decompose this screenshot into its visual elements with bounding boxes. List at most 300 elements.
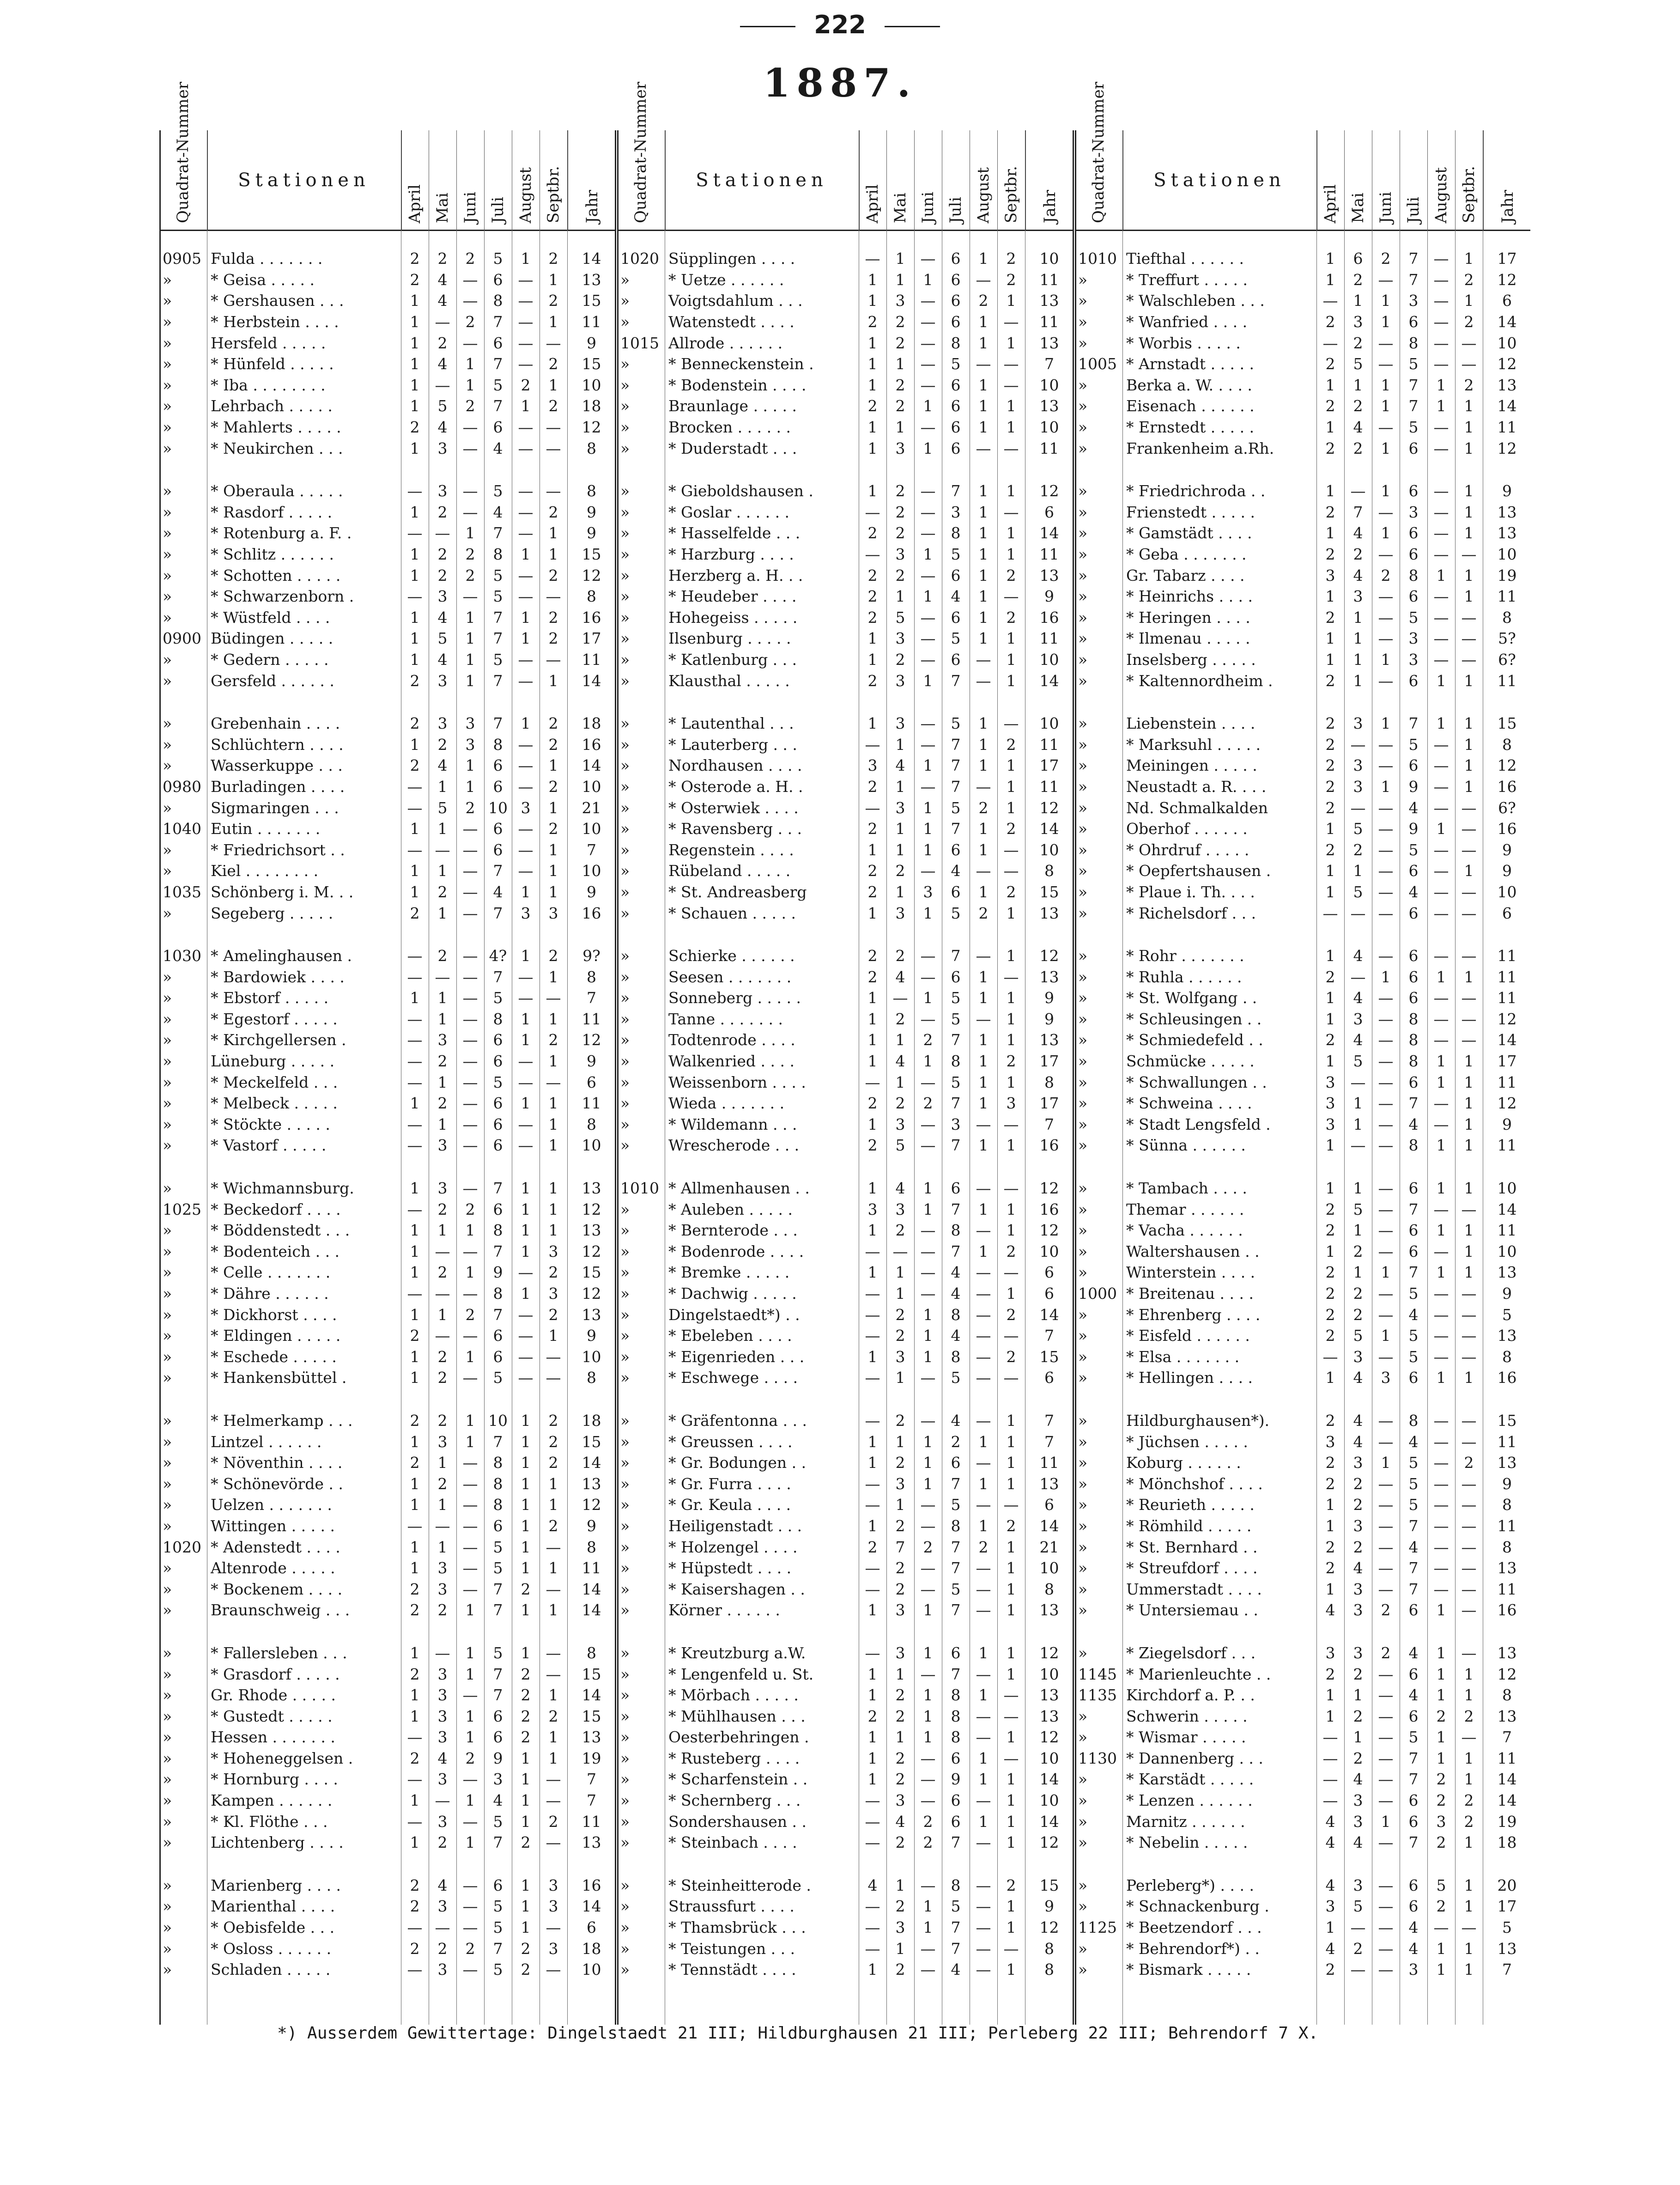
station-name: * Holzengel . . . . (668, 1538, 798, 1556)
month-count: — (976, 1496, 991, 1514)
month-count: 1 (410, 1538, 420, 1556)
station-name: * Steinheitterode . (668, 1876, 811, 1894)
station-name: Körner . . . . . . (668, 1601, 780, 1619)
quadrat-number: » (163, 1918, 172, 1937)
month-count: — (462, 292, 478, 310)
month-count: 1 (923, 1643, 933, 1662)
month-count: 7 (493, 524, 503, 542)
station-name: * Gedern . . . . . (211, 650, 329, 669)
month-count: — (1433, 503, 1449, 521)
month-count: 8 (951, 1221, 961, 1240)
year-total: 17 (1497, 1897, 1517, 1916)
month-count: 2 (1006, 1516, 1016, 1535)
year-total: 12 (1497, 439, 1517, 457)
quadrat-number: » (163, 524, 172, 542)
month-count: 3 (895, 1115, 905, 1133)
month-count: — (462, 1897, 478, 1916)
month-count: 3 (1353, 777, 1363, 796)
year-total: 13 (1497, 503, 1517, 521)
table-row (161, 417, 616, 438)
station-name: Walkenried . . . . (668, 1052, 795, 1071)
table-row (1076, 945, 1531, 967)
month-count: 1 (465, 1665, 475, 1683)
table-row (1076, 1600, 1531, 1621)
quadrat-number: 1135 (1078, 1686, 1117, 1704)
month-count: 1 (1006, 1559, 1016, 1577)
quadrat-number: » (620, 1665, 630, 1683)
month-count: — (1378, 1538, 1394, 1556)
station-name: * Bodenstein . . . . (668, 376, 807, 394)
month-count: 1 (1325, 650, 1335, 669)
header-quadrat-label: Quadrat-Nummer (174, 82, 192, 223)
year-total: 8 (1502, 1686, 1512, 1704)
month-count: 2 (1353, 1242, 1363, 1260)
quadrat-number: » (163, 1728, 172, 1747)
month-count: 1 (1464, 1242, 1474, 1260)
month-count: — (407, 1728, 423, 1747)
month-count: 2 (1325, 1559, 1335, 1577)
header-month-label: Juli (489, 196, 507, 223)
month-count: 7 (493, 1179, 503, 1198)
month-count: 2 (548, 355, 558, 373)
month-count: 7 (1408, 397, 1419, 415)
month-count: 1 (978, 1073, 989, 1091)
month-count: 1 (923, 1601, 933, 1619)
month-count: 6 (951, 566, 961, 584)
quadrat-number: » (163, 608, 172, 627)
table-row (1076, 1727, 1531, 1748)
year-total: 19 (1497, 566, 1517, 584)
month-count: — (1433, 1496, 1449, 1514)
table-row (161, 1769, 616, 1790)
month-count: 1 (1006, 650, 1016, 669)
year-total: 14 (1039, 820, 1059, 838)
month-count: — (1433, 1031, 1449, 1049)
year-total: 16 (582, 1876, 601, 1894)
month-count: — (546, 1918, 561, 1937)
month-count: 1 (867, 629, 878, 648)
station-name: * Beckedorf . . . . (211, 1200, 341, 1218)
year-total: 11 (1497, 968, 1517, 986)
month-count: 1 (410, 608, 420, 627)
month-count: 1 (437, 1538, 448, 1556)
station-name: Oesterbehringen . (668, 1728, 809, 1747)
month-count: 8 (493, 735, 503, 754)
station-name: * Celle . . . . . . . (211, 1263, 331, 1282)
month-count: — (865, 1496, 880, 1514)
month-count: 1 (923, 1897, 933, 1916)
month-count: 1 (867, 1347, 878, 1366)
month-count: 1 (867, 1179, 878, 1198)
month-count: 2 (1006, 250, 1016, 268)
month-count: 1 (1006, 545, 1016, 564)
month-count: 1 (1325, 1918, 1335, 1937)
table-row (1076, 1663, 1531, 1685)
quadrat-number: » (163, 1833, 172, 1852)
month-count: 6 (1408, 545, 1419, 564)
year-total: 11 (582, 650, 601, 669)
quadrat-number: » (620, 1369, 630, 1387)
station-name: * Eschede . . . . . (211, 1347, 337, 1366)
quadrat-number: » (620, 355, 630, 373)
year-total: 11 (1039, 270, 1059, 289)
month-count: — (1003, 840, 1019, 859)
year-total: 13 (1497, 1643, 1517, 1662)
quadrat-number: » (620, 1284, 630, 1303)
month-count: 2 (895, 650, 905, 669)
month-count: 1 (465, 1601, 475, 1619)
month-count: — (1003, 968, 1019, 986)
table-row (161, 860, 616, 882)
year-total: 15 (582, 292, 601, 310)
year-total: 13 (1039, 904, 1059, 922)
year-total: 16 (1497, 820, 1517, 838)
month-count: — (1378, 1115, 1394, 1133)
year-total: 9 (1502, 1474, 1512, 1493)
month-count: 1 (1353, 862, 1363, 880)
month-count: 4 (1408, 1432, 1419, 1451)
month-count: 6 (1408, 439, 1419, 457)
month-count: 6 (951, 1179, 961, 1198)
month-count: 1 (410, 989, 420, 1007)
station-name: * Lautenthal . . . (668, 714, 794, 733)
table-row (1076, 860, 1531, 882)
year-total: 13 (1497, 1707, 1517, 1725)
year-total: 15 (1039, 1876, 1059, 1894)
month-count: — (462, 1918, 478, 1937)
station-name: Schönberg i. M. . . (211, 883, 354, 901)
month-count: 2 (1381, 1601, 1391, 1619)
table-row (619, 1325, 1074, 1346)
station-name: Grebenhain . . . . (211, 714, 340, 733)
month-count: 2 (1353, 1284, 1363, 1303)
station-name: * Stadt Lengsfeld . (1126, 1115, 1271, 1133)
year-total: 18 (582, 1939, 601, 1958)
year-total: 7 (1044, 355, 1054, 373)
table-row (619, 987, 1074, 1009)
month-count: 3 (1436, 1812, 1446, 1831)
month-count: 1 (1464, 735, 1474, 754)
month-count: — (1378, 1665, 1394, 1683)
month-count: 3 (493, 1770, 503, 1789)
month-count: 1 (1353, 1179, 1363, 1198)
quadrat-number: 1010 (620, 1179, 659, 1198)
station-name: * Bernterode . . . (668, 1221, 798, 1240)
month-count: 2 (923, 1833, 933, 1852)
quadrat-number: » (163, 1580, 172, 1598)
month-count: — (1461, 989, 1477, 1007)
month-count: 2 (548, 820, 558, 838)
station-name: * Ebstorf . . . . . (211, 989, 329, 1007)
month-count: 5 (1408, 1728, 1419, 1747)
month-count: — (976, 1327, 991, 1345)
month-count: 3 (1381, 1369, 1391, 1387)
month-count: — (1433, 1918, 1449, 1937)
month-count: — (407, 1918, 423, 1937)
month-count: — (1322, 1791, 1338, 1810)
year-total: 14 (1039, 1516, 1059, 1535)
year-total: 9? (582, 947, 600, 965)
month-count: 7 (493, 1432, 503, 1451)
month-count: 2 (895, 1686, 905, 1704)
table-row (1076, 649, 1531, 670)
month-count: 7 (951, 1665, 961, 1683)
month-count: 2 (437, 1369, 448, 1387)
month-count: — (1461, 883, 1477, 901)
header-month-label: Mai (891, 193, 910, 223)
table-row (1076, 1178, 1531, 1199)
month-count: — (546, 1538, 561, 1556)
table-row (619, 290, 1074, 311)
rule-right (885, 26, 940, 27)
header-month (886, 130, 915, 230)
month-count: 2 (1353, 840, 1363, 859)
month-count: 2 (895, 1221, 905, 1240)
month-count: — (1433, 334, 1449, 352)
month-count: — (546, 1580, 561, 1598)
month-count: 5 (1408, 1347, 1419, 1366)
table-row (161, 523, 616, 544)
month-count: 1 (465, 777, 475, 796)
month-count: 8 (493, 1496, 503, 1514)
month-count: — (462, 1516, 478, 1535)
month-count: — (407, 1284, 423, 1303)
station-name: * Helmerkamp . . . (211, 1411, 353, 1430)
month-count: — (920, 355, 936, 373)
station-name: * Oebisfelde . . . (211, 1918, 335, 1937)
month-count: 1 (867, 270, 878, 289)
station-name: * Dachwig . . . . . (668, 1284, 797, 1303)
quadrat-number: » (163, 482, 172, 500)
month-count: — (1378, 545, 1394, 564)
month-count: 1 (895, 1876, 905, 1894)
month-count: 3 (548, 1242, 558, 1260)
month-count: 2 (923, 1094, 933, 1113)
month-count: 6 (951, 439, 961, 457)
station-name: * Harzburg . . . . (668, 545, 794, 564)
month-count: 1 (978, 313, 989, 331)
year-total: 10 (1039, 418, 1059, 437)
quadrat-number: » (1078, 482, 1088, 500)
quadrat-number: » (1078, 862, 1088, 880)
month-count: 3 (1325, 1094, 1335, 1113)
station-name: Meiningen . . . . . (1126, 756, 1257, 775)
station-name: * Fallersleben . . . (211, 1643, 347, 1662)
month-count: 2 (1325, 735, 1335, 754)
year-total: 8 (1044, 1073, 1054, 1091)
month-count: 5 (1408, 1327, 1419, 1345)
month-count: 5 (951, 1369, 961, 1387)
quadrat-number: » (1078, 947, 1088, 965)
table-row (1076, 902, 1531, 924)
quadrat-number: » (620, 1454, 630, 1472)
table-row (161, 481, 616, 502)
table-row (161, 1009, 616, 1030)
month-count: 1 (410, 334, 420, 352)
month-count: 4 (1353, 1369, 1363, 1387)
month-count: 7 (1408, 1516, 1419, 1535)
month-count: — (1433, 1347, 1449, 1366)
month-count: 1 (1006, 292, 1016, 310)
table-row (1076, 1452, 1531, 1473)
month-count: — (1378, 1305, 1394, 1324)
month-count: 6 (493, 1347, 503, 1366)
month-count: 1 (1464, 671, 1474, 690)
year-total: 6 (1044, 1369, 1054, 1387)
year-total: 10 (582, 376, 601, 394)
month-count: 5 (493, 250, 503, 268)
month-count: 2 (895, 1559, 905, 1577)
month-count: 1 (867, 1115, 878, 1133)
month-count: 7 (493, 629, 503, 648)
table-row (619, 839, 1074, 860)
month-count: 6 (951, 1749, 961, 1767)
table-row (619, 818, 1074, 840)
year-total: 10 (1497, 883, 1517, 901)
month-count: — (976, 650, 991, 669)
month-count: 1 (1436, 1369, 1446, 1387)
station-name: * Friedrichroda . . (1126, 482, 1266, 500)
row-group (1076, 248, 1531, 459)
table-row (619, 1790, 1074, 1811)
month-count: 2 (895, 1094, 905, 1113)
header-month-label: Juli (946, 196, 965, 223)
month-count: 3 (437, 439, 448, 457)
year-total: 13 (1497, 376, 1517, 394)
month-count: 8 (493, 292, 503, 310)
month-count: — (1003, 1263, 1019, 1282)
station-name: * Ernstedt . . . . . (1126, 418, 1255, 437)
header-month-label: Septbr. (544, 166, 563, 223)
month-count: — (920, 1665, 936, 1683)
table-row (1076, 1029, 1531, 1051)
table-row (1076, 311, 1531, 333)
station-name: * Greussen . . . . (668, 1432, 793, 1451)
month-count: 9 (493, 1263, 503, 1282)
station-name: Herzberg a. H. . . (668, 566, 803, 584)
month-count: 1 (521, 1516, 531, 1535)
month-count: 1 (923, 1305, 933, 1324)
month-count: 2 (465, 1749, 475, 1767)
month-count: 1 (867, 334, 878, 352)
quadrat-number: » (620, 820, 630, 838)
table-row (1076, 290, 1531, 311)
month-count: 1 (410, 1221, 420, 1240)
quadrat-number: » (163, 862, 172, 880)
month-count: 2 (1353, 1496, 1363, 1514)
year-total: 9 (587, 1052, 596, 1071)
station-name: Büdingen . . . . . (211, 629, 334, 648)
year-total: 10 (1497, 1179, 1517, 1198)
month-count: — (462, 1073, 478, 1091)
month-count: 1 (521, 1474, 531, 1493)
month-count: 1 (410, 820, 420, 838)
month-count: 1 (1325, 947, 1335, 965)
month-count: 1 (1325, 1136, 1335, 1155)
table-row (619, 628, 1074, 649)
month-count: — (518, 334, 534, 352)
month-count: — (1461, 1200, 1477, 1218)
month-count: 5 (951, 1580, 961, 1598)
quadrat-number: » (620, 503, 630, 521)
quadrat-number: » (620, 862, 630, 880)
month-count: 5 (951, 904, 961, 922)
month-count: — (1003, 714, 1019, 733)
month-count: 1 (1006, 334, 1016, 352)
quadrat-number: » (163, 397, 172, 415)
month-count: — (1461, 1474, 1477, 1493)
month-count: 3 (437, 1432, 448, 1451)
month-count: 1 (521, 1010, 531, 1028)
month-count: 1 (410, 1559, 420, 1577)
table-row (1076, 1578, 1531, 1600)
header-month (456, 130, 485, 230)
table-row (161, 1178, 616, 1199)
month-count: 7 (493, 355, 503, 373)
year-total: 14 (582, 756, 601, 775)
year-total: 8 (587, 1369, 596, 1387)
month-count: — (518, 989, 534, 1007)
quadrat-number: » (163, 1643, 172, 1662)
month-count: 8 (1408, 334, 1419, 352)
quadrat-number: » (620, 587, 630, 606)
month-count: 1 (521, 1094, 531, 1113)
year-total: 19 (1497, 1812, 1517, 1831)
month-count: 8 (1408, 1411, 1419, 1430)
year-total: 5? (1498, 629, 1516, 648)
month-count: 1 (895, 1939, 905, 1958)
year-total: 7 (1044, 1432, 1054, 1451)
month-count: 1 (1464, 1263, 1474, 1282)
quadrat-number: » (1078, 671, 1088, 690)
month-count: — (462, 270, 478, 289)
station-name: Gersfeld . . . . . . (211, 671, 334, 690)
month-count: 4 (951, 1263, 961, 1282)
month-count: — (1003, 587, 1019, 606)
year-total: 11 (1039, 439, 1059, 457)
month-count: 1 (1006, 418, 1016, 437)
month-count: 4 (437, 756, 448, 775)
month-count: 3 (437, 1580, 448, 1598)
month-count: 2 (548, 947, 558, 965)
month-count: — (518, 840, 534, 859)
month-count: — (865, 1284, 880, 1303)
station-name: * Benneckenstein . (668, 355, 814, 373)
month-count: 1 (1436, 1665, 1446, 1683)
table-row (161, 1938, 616, 1959)
month-count: 3 (867, 756, 878, 775)
station-name: Wrescherode . . . (668, 1136, 800, 1155)
month-count: 4 (951, 1284, 961, 1303)
quadrat-number: » (620, 1516, 630, 1535)
month-count: 4 (1353, 524, 1363, 542)
month-count: 1 (410, 313, 420, 331)
year-total: 8 (1502, 1347, 1512, 1366)
year-total: 11 (1497, 1432, 1517, 1451)
station-name: Inselsberg . . . . . (1126, 650, 1256, 669)
month-count: 2 (437, 1052, 448, 1071)
station-name: * Meckelfeld . . . (211, 1073, 338, 1091)
month-count: — (546, 1643, 561, 1662)
month-count: 8 (493, 1284, 503, 1303)
quadrat-number: » (1078, 1728, 1088, 1747)
month-count: — (462, 1242, 478, 1260)
month-count: — (435, 1284, 450, 1303)
month-count: — (518, 418, 534, 437)
month-count: — (1433, 313, 1449, 331)
month-count: 1 (1006, 1411, 1016, 1430)
month-count: 1 (1436, 566, 1446, 584)
